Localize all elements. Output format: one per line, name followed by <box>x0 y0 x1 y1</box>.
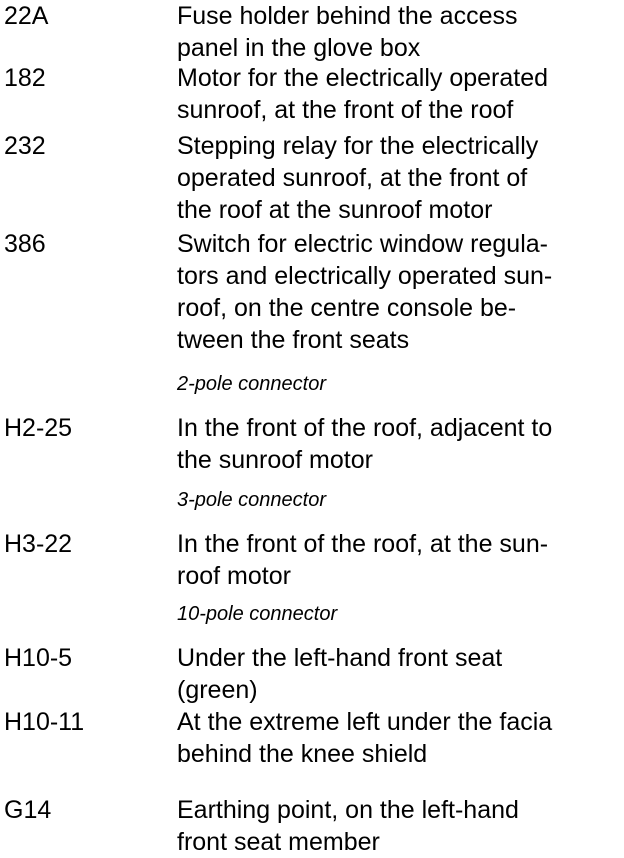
component-description: At the extreme left under the facia behind the knee shield <box>177 708 553 768</box>
component-code: H2-25 <box>4 414 73 442</box>
component-description: In the front of the roof, at the sun- roof motor <box>177 530 549 590</box>
component-description: Under the left-hand front seat (green) <box>177 644 503 704</box>
component-description: Stepping relay for the electrically operated sunroof, at the front of the roof at the sunroof motor <box>177 132 539 224</box>
component-code: H10-11 <box>4 708 85 736</box>
component-description: Switch for electric window regula- tors and electrically operated sun- roof, on the centre console be- tween the front seats <box>177 230 553 354</box>
component-description: In the front of the roof, adjacent to the sunroof motor <box>177 414 553 474</box>
component-code: H3-22 <box>4 530 73 558</box>
connector-subheading: 2-pole connector <box>177 373 326 395</box>
component-code: 182 <box>4 64 46 92</box>
component-description: Earthing point, on the left-hand front seat member <box>177 796 519 856</box>
component-description: Fuse holder behind the access panel in the glove box <box>177 2 518 62</box>
component-description: Motor for the electrically operated sunroof, at the front of the roof <box>177 64 549 124</box>
connector-subheading: 3-pole connector <box>177 489 326 511</box>
component-code: 232 <box>4 132 46 160</box>
component-code: 22A <box>4 2 49 30</box>
component-code: 386 <box>4 230 46 258</box>
connector-subheading: 10-pole connector <box>177 603 338 625</box>
component-code: G14 <box>4 796 52 824</box>
component-code: H10-5 <box>4 644 73 672</box>
